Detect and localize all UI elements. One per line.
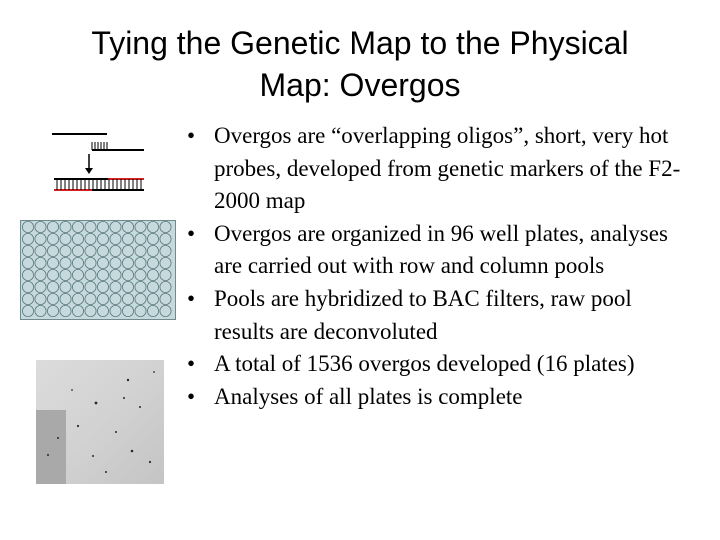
plate-well bbox=[97, 221, 108, 232]
plate-well bbox=[22, 305, 33, 316]
plate-well bbox=[110, 281, 121, 292]
plate-well bbox=[22, 221, 33, 232]
plate-well bbox=[147, 293, 158, 304]
plate-well bbox=[22, 245, 33, 256]
plate-well bbox=[47, 281, 58, 292]
plate-well bbox=[35, 269, 46, 280]
plate-well bbox=[97, 305, 108, 316]
bullet-text: Pools are hybridized to BAC filters, raw pool results are deconvoluted bbox=[214, 285, 632, 344]
title-line-1: Tying the Genetic Map to the Physical bbox=[91, 25, 629, 61]
plate-well bbox=[72, 257, 83, 268]
bullet-item bbox=[187, 120, 687, 218]
plate-well bbox=[160, 281, 171, 292]
plate-well bbox=[72, 281, 83, 292]
plate-well bbox=[110, 269, 121, 280]
plate-well bbox=[47, 233, 58, 244]
down-arrow-icon bbox=[85, 154, 93, 174]
plate-well bbox=[47, 221, 58, 232]
plate-well bbox=[122, 257, 133, 268]
plate-well bbox=[35, 293, 46, 304]
plate-well bbox=[35, 233, 46, 244]
plate-well bbox=[160, 257, 171, 268]
plate-well bbox=[135, 257, 146, 268]
plate-well bbox=[147, 257, 158, 268]
plate-well bbox=[72, 293, 83, 304]
plate-well bbox=[22, 233, 33, 244]
bullet-text: Analyses of all plates is complete bbox=[214, 383, 523, 409]
bullet-marker: • bbox=[187, 123, 196, 148]
bullet-text: A total of 1536 overgos developed (16 plates) bbox=[214, 351, 635, 377]
plate-well bbox=[160, 245, 171, 256]
plate-well bbox=[72, 221, 83, 232]
title-line-2: Map: Overgos bbox=[259, 67, 461, 103]
plate-well bbox=[72, 233, 83, 244]
plate-well bbox=[47, 257, 58, 268]
plate-well bbox=[122, 269, 133, 280]
plate-well bbox=[135, 281, 146, 292]
bullet-marker: • bbox=[187, 220, 196, 246]
overgo-filled-duplex bbox=[54, 179, 144, 190]
plate-well bbox=[60, 293, 71, 304]
plate-well bbox=[110, 293, 121, 304]
plate-well bbox=[72, 269, 83, 280]
plate-well bbox=[160, 305, 171, 316]
plate-well bbox=[97, 293, 108, 304]
96-well-plate bbox=[20, 220, 176, 320]
plate-well bbox=[160, 293, 171, 304]
plate-well bbox=[160, 269, 171, 280]
overgo-top-strand bbox=[52, 134, 144, 150]
plate-well bbox=[60, 245, 71, 256]
plate-well bbox=[122, 305, 133, 316]
plate-well bbox=[110, 305, 121, 316]
plate-well bbox=[60, 257, 71, 268]
bac-filter-image bbox=[36, 360, 164, 484]
plate-well bbox=[147, 245, 158, 256]
plate-well bbox=[97, 257, 108, 268]
plate-well bbox=[110, 221, 121, 232]
plate-well bbox=[47, 245, 58, 256]
bullet-item bbox=[187, 218, 687, 283]
plate-well bbox=[47, 293, 58, 304]
plate-well bbox=[110, 245, 121, 256]
plate-well bbox=[22, 269, 33, 280]
plate-well bbox=[97, 233, 108, 244]
plate-well bbox=[35, 305, 46, 316]
plate-well bbox=[22, 257, 33, 268]
plate-well bbox=[135, 233, 146, 244]
bullet-text: Overgos are “overlapping oligos”, short, very hot probes, developed from genetic markers of the F2-2000 map bbox=[214, 123, 681, 214]
plate-well bbox=[85, 257, 96, 268]
plate-well bbox=[135, 221, 146, 232]
plate-well bbox=[85, 305, 96, 316]
plate-well bbox=[35, 245, 46, 256]
overgo-diagram bbox=[52, 130, 148, 194]
plate-well bbox=[35, 221, 46, 232]
plate-well bbox=[22, 281, 33, 292]
plate-well bbox=[147, 305, 158, 316]
filter-subgrid bbox=[36, 410, 66, 484]
plate-well bbox=[135, 293, 146, 304]
plate-well bbox=[122, 221, 133, 232]
plate-well bbox=[110, 257, 121, 268]
plate-well bbox=[110, 233, 121, 244]
plate-well bbox=[160, 233, 171, 244]
plate-well bbox=[47, 305, 58, 316]
plate-well bbox=[147, 221, 158, 232]
plate-well bbox=[85, 245, 96, 256]
plate-well bbox=[60, 233, 71, 244]
plate-well bbox=[85, 293, 96, 304]
bullet-marker: • bbox=[187, 351, 196, 377]
plate-well bbox=[135, 305, 146, 316]
plate-well bbox=[122, 281, 133, 292]
plate-well bbox=[97, 281, 108, 292]
bullet-item bbox=[187, 381, 687, 414]
plate-well bbox=[122, 293, 133, 304]
plate-well bbox=[147, 281, 158, 292]
plate-well bbox=[97, 269, 108, 280]
plate-well bbox=[60, 221, 71, 232]
slide-title bbox=[40, 22, 680, 106]
bullet-item bbox=[187, 348, 687, 381]
plate-well bbox=[72, 245, 83, 256]
plate-well bbox=[135, 269, 146, 280]
plate-well bbox=[85, 269, 96, 280]
bullet-marker: • bbox=[187, 285, 196, 311]
bullet-item bbox=[187, 283, 687, 348]
plate-well bbox=[122, 233, 133, 244]
bullet-text: Overgos are organized in 96 well plates, analyses are carried out with row and column pools bbox=[214, 220, 668, 279]
plate-well bbox=[147, 233, 158, 244]
plate-well bbox=[72, 305, 83, 316]
plate-well bbox=[122, 245, 133, 256]
plate-well bbox=[85, 233, 96, 244]
plate-well bbox=[60, 281, 71, 292]
plate-well bbox=[85, 221, 96, 232]
plate-well bbox=[160, 221, 171, 232]
plate-well bbox=[60, 269, 71, 280]
bullet-marker: • bbox=[187, 383, 196, 409]
plate-well bbox=[35, 281, 46, 292]
plate-well bbox=[35, 257, 46, 268]
plate-well bbox=[147, 269, 158, 280]
plate-well bbox=[97, 245, 108, 256]
plate-well bbox=[47, 269, 58, 280]
plate-well bbox=[135, 245, 146, 256]
bullet-list bbox=[187, 120, 687, 413]
plate-well bbox=[60, 305, 71, 316]
plate-well bbox=[22, 293, 33, 304]
plate-well bbox=[85, 281, 96, 292]
